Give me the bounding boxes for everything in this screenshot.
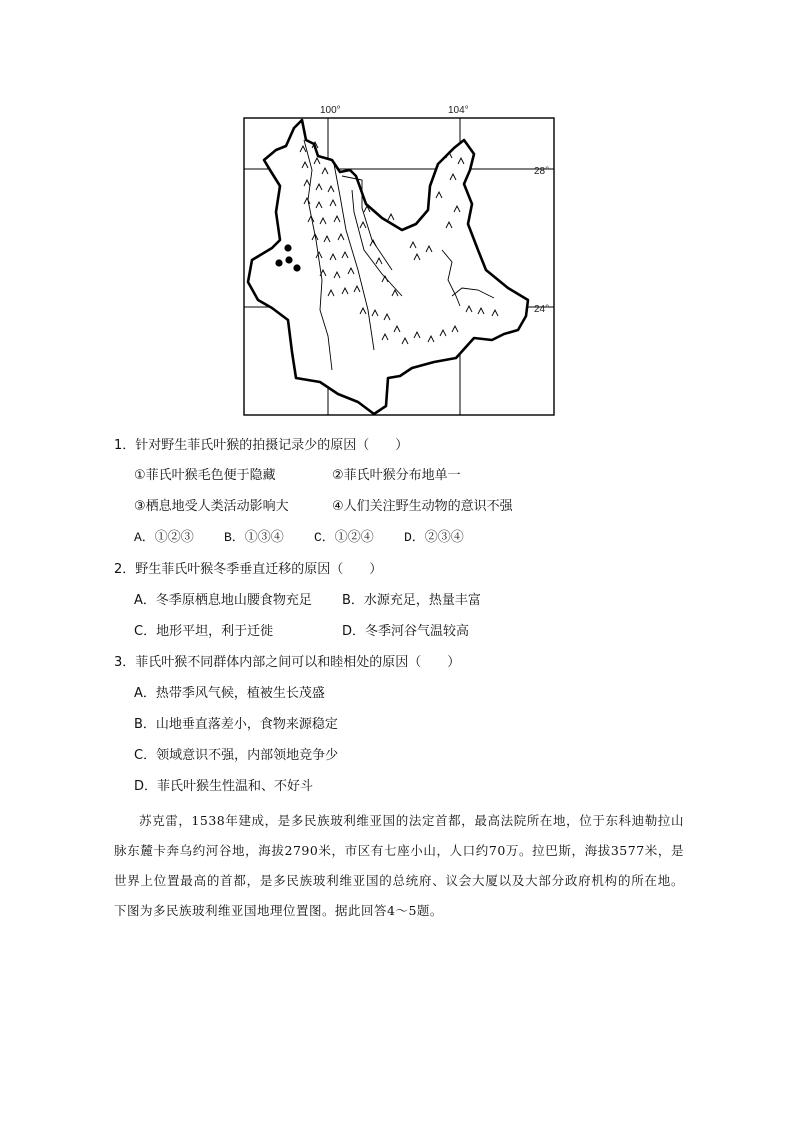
lat-label-28: 28° (534, 166, 550, 177)
question-1-stem: 1．针对野生菲氏叶猴的拍摄记录少的原因（ ） (114, 438, 409, 453)
q2-option-c[interactable]: C．地形平坦，利于迁徙 (134, 624, 274, 639)
q1-statement-2: ②菲氏叶猴分布地单一 (332, 468, 461, 483)
region-map (242, 100, 558, 418)
location-dot (293, 264, 300, 271)
question-3-stem: 3．菲氏叶猴不同群体内部之间可以和睦相处的原因（ ） (114, 655, 461, 670)
q1-option-b[interactable]: B．①③④ (224, 530, 284, 545)
q2-option-b[interactable]: B．水源充足，热量丰富 (342, 593, 481, 608)
q1-statement-3: ③栖息地受人类活动影响大 (134, 499, 289, 514)
q1-option-d[interactable]: D．②③④ (404, 530, 464, 545)
q2-option-a[interactable]: A．冬季原栖息地山腰食物充足 (134, 593, 312, 608)
q2-option-d[interactable]: D．冬季河谷气温较高 (342, 624, 470, 639)
q3-option-b[interactable]: B．山地垂直落差小，食物来源稳定 (134, 717, 338, 732)
q1-statement-4: ④人们关注野生动物的意识不强 (332, 499, 513, 514)
location-dot (285, 256, 292, 263)
q3-option-a[interactable]: A．热带季风气候，植被生长茂盛 (134, 686, 325, 701)
q1-option-a[interactable]: A．①②③ (134, 530, 194, 545)
lon-label-104: 104° (448, 105, 469, 116)
location-dot (275, 259, 282, 266)
q3-option-c[interactable]: C．领域意识不强，内部领地竞争少 (134, 748, 339, 763)
lat-label-24: 24° (534, 304, 550, 315)
question-2-stem: 2．野生菲氏叶猴冬季垂直迁移的原因（ ） (114, 562, 383, 577)
lon-label-100: 100° (320, 105, 341, 116)
province-outline (248, 120, 528, 414)
passage (114, 806, 684, 926)
passage-text: 苏克雷，1538年建成，是多民族玻利维亚国的法定首都，最高法院所在地，位于东科迪勒拉山脉东麓卡奔乌约河谷地，海拔2790米，市区有七座小山，人口约70万。拉巴斯，海拔3577米，是世界上位置最高的首都，是多民族玻利维亚国的总统府、议会大厦以及大部分政府机构的所在地。下图为多民族玻利维亚国地理位置图。据此回答4～5题。 (114, 813, 684, 918)
q1-option-c[interactable]: C．①②④ (314, 530, 374, 545)
location-dot (284, 244, 291, 251)
q3-option-d[interactable]: D．菲氏叶猴生性温和、不好斗 (134, 779, 314, 794)
q1-statement-1: ①菲氏叶猴毛色便于隐藏 (134, 468, 276, 483)
